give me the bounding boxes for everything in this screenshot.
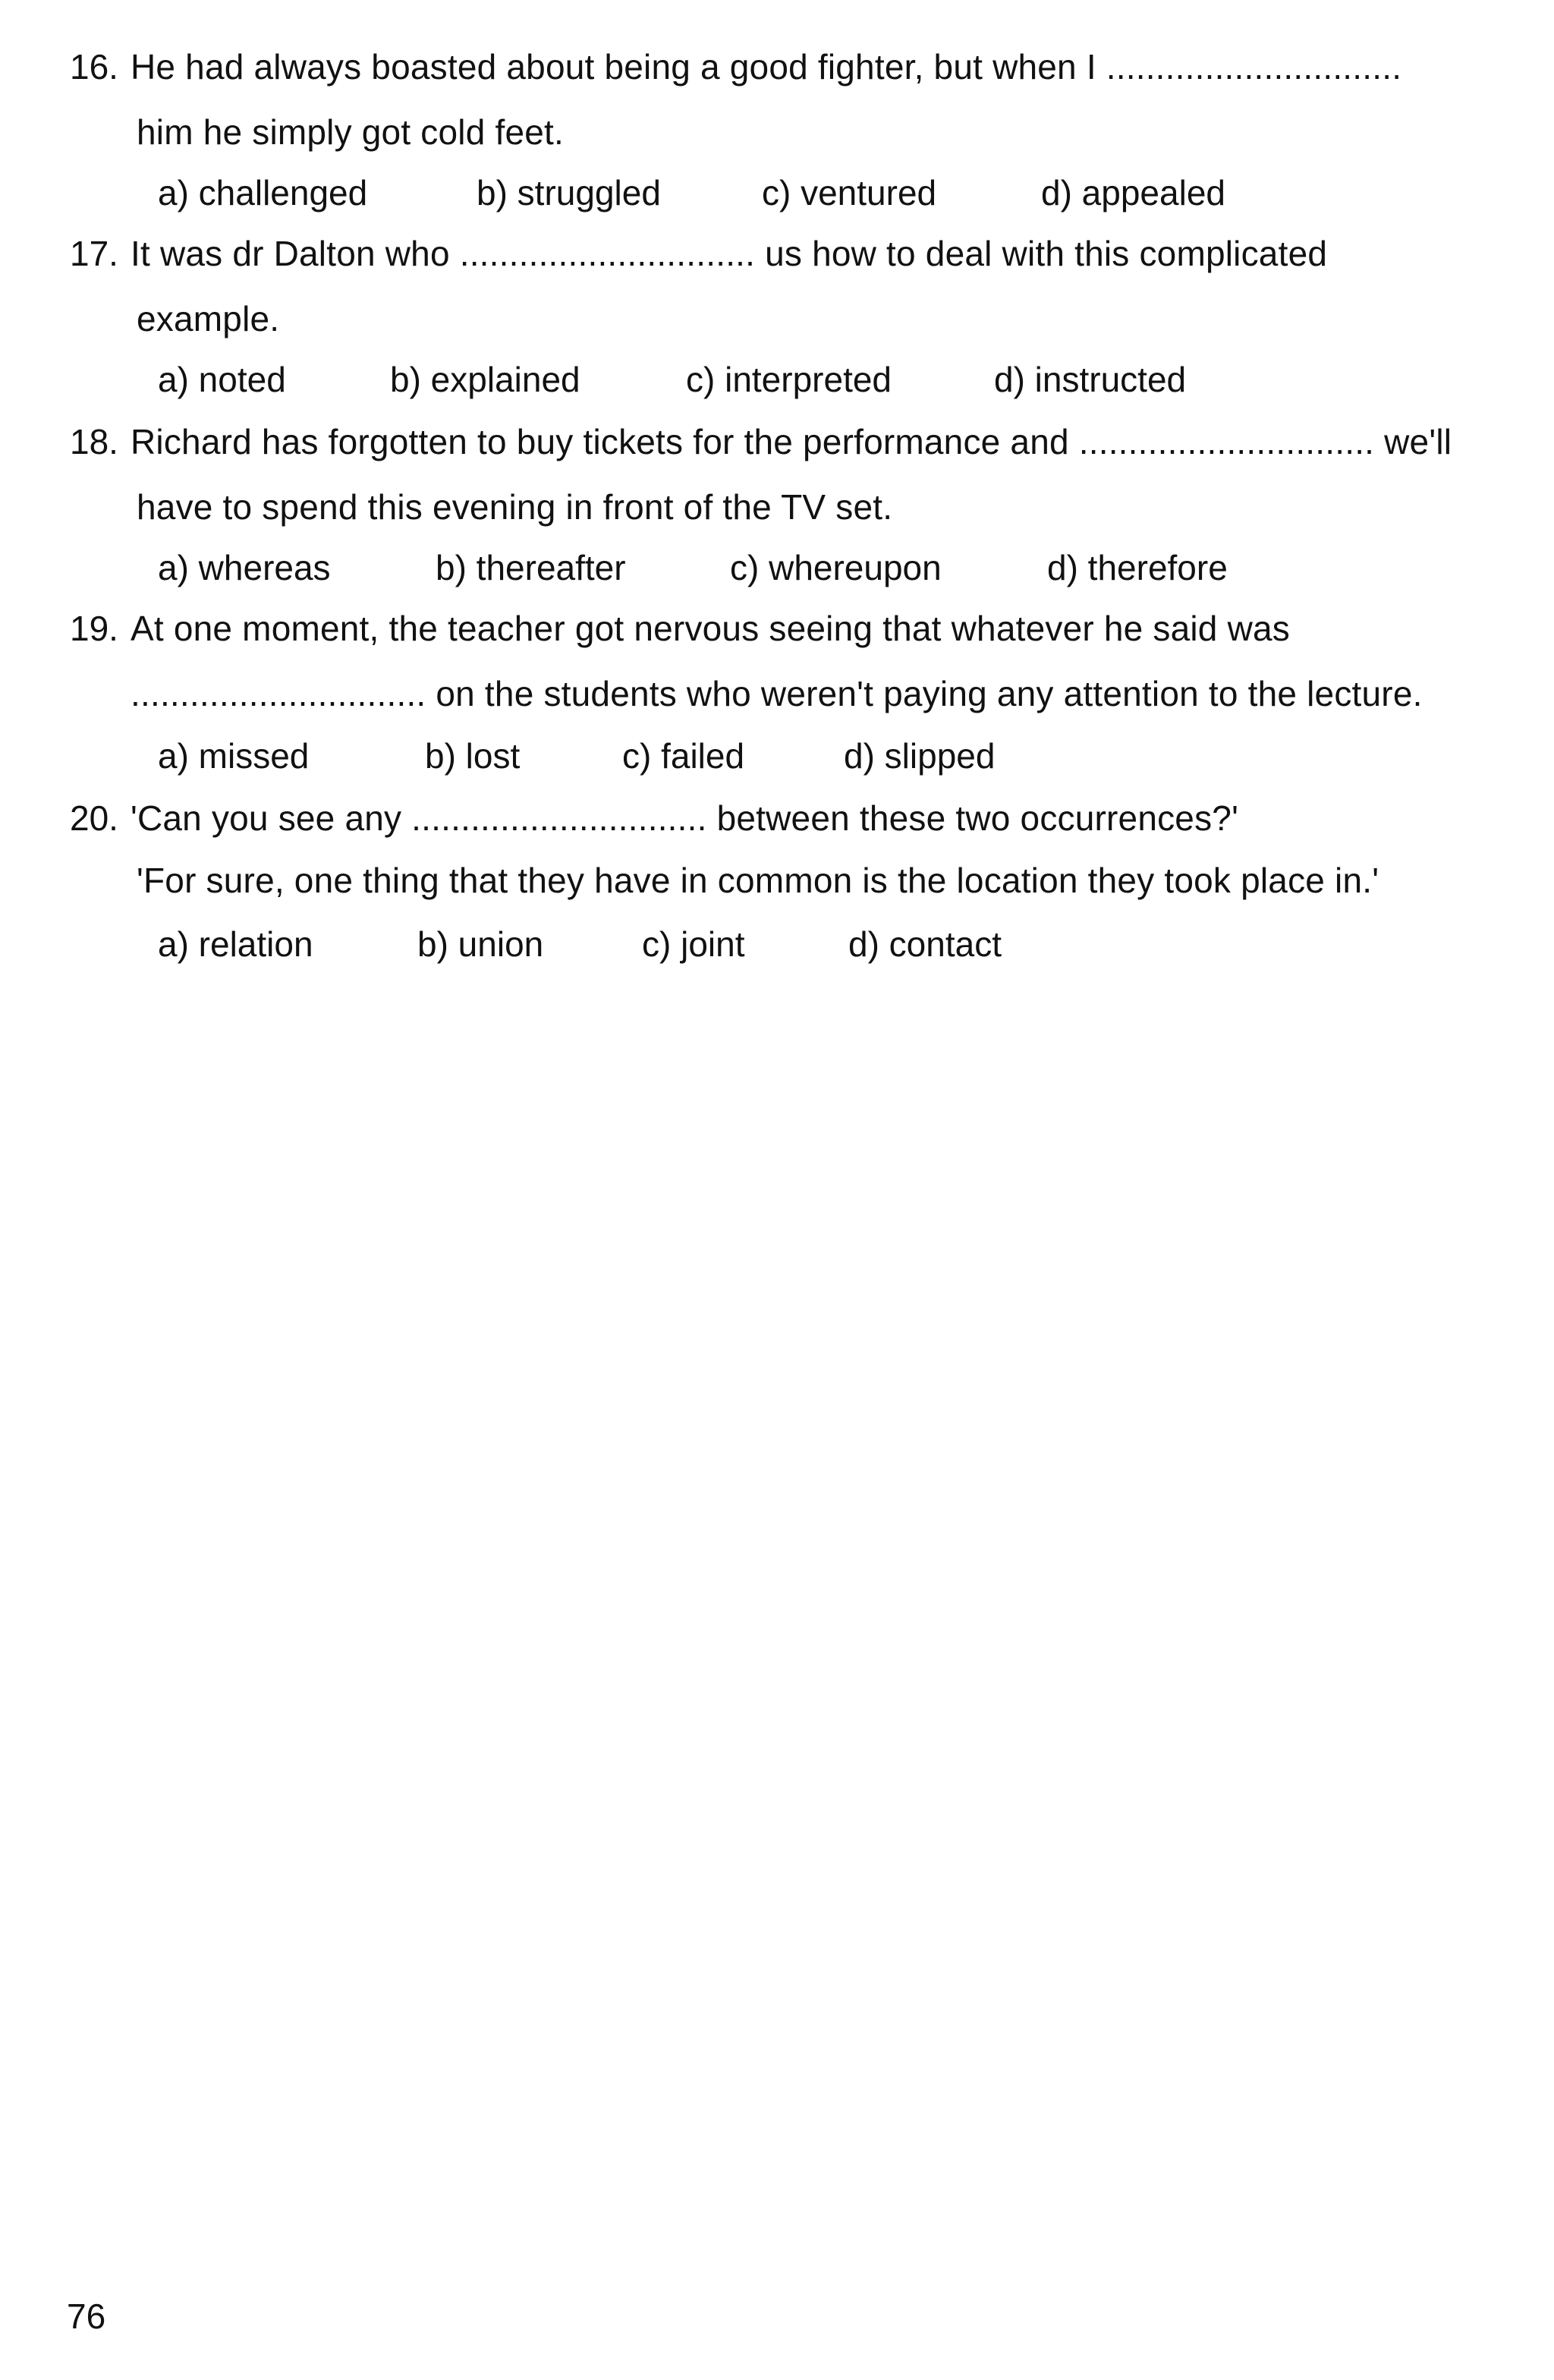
option-c: c) interpreted (686, 360, 892, 399)
option-a: a) missed (158, 736, 310, 776)
option-a: a) whereas (158, 548, 331, 587)
option-b: b) union (417, 924, 544, 964)
option-d: d) appealed (1041, 173, 1225, 212)
question-number: 19. (70, 609, 118, 648)
option-c: c) ventured (762, 173, 937, 212)
question-text-line-1: At one moment, the teacher got nervous seeing that whatever he said was (131, 609, 1290, 648)
option-d: d) therefore (1047, 548, 1228, 587)
question-text-line-1: 'Can you see any .............................. between these two occurrences?' (131, 798, 1239, 838)
option-a: a) relation (158, 924, 313, 964)
question-text-line-1: Richard has forgotten to buy tickets for the performance and .............................. we'll (131, 422, 1452, 461)
question-text-line-2: have to spend this evening in front of the TV set. (137, 487, 893, 527)
option-b: b) lost (425, 736, 521, 776)
question-number: 18. (70, 422, 118, 461)
question-number: 17. (70, 234, 118, 273)
option-a: a) challenged (158, 173, 368, 212)
option-a: a) noted (158, 360, 286, 399)
question-text-line-2: example. (137, 299, 280, 338)
question-text-line-1: It was dr Dalton who .............................. us how to deal with this complicated (131, 234, 1328, 273)
option-d: d) slipped (844, 736, 996, 776)
question-text-line-2: him he simply got cold feet. (137, 112, 564, 152)
option-c: c) failed (622, 736, 745, 776)
question-number: 16. (70, 47, 118, 87)
option-d: d) contact (848, 924, 1002, 964)
page-number: 76 (67, 2297, 106, 2336)
option-c: c) whereupon (730, 548, 942, 587)
option-c: c) joint (642, 924, 745, 964)
option-d: d) instructed (994, 360, 1187, 399)
option-b: b) struggled (477, 173, 661, 212)
question-number: 20. (70, 798, 118, 838)
question-text-line-1: He had always boasted about being a good fighter, but when I .............................. (131, 47, 1402, 87)
question-text-line-2: 'For sure, one thing that they have in common is the location they took place in.' (137, 861, 1379, 900)
question-text-line-2: .............................. on the students who weren't paying any attention to the lecture. (131, 674, 1423, 713)
option-b: b) explained (390, 360, 580, 399)
option-b: b) thereafter (436, 548, 626, 587)
